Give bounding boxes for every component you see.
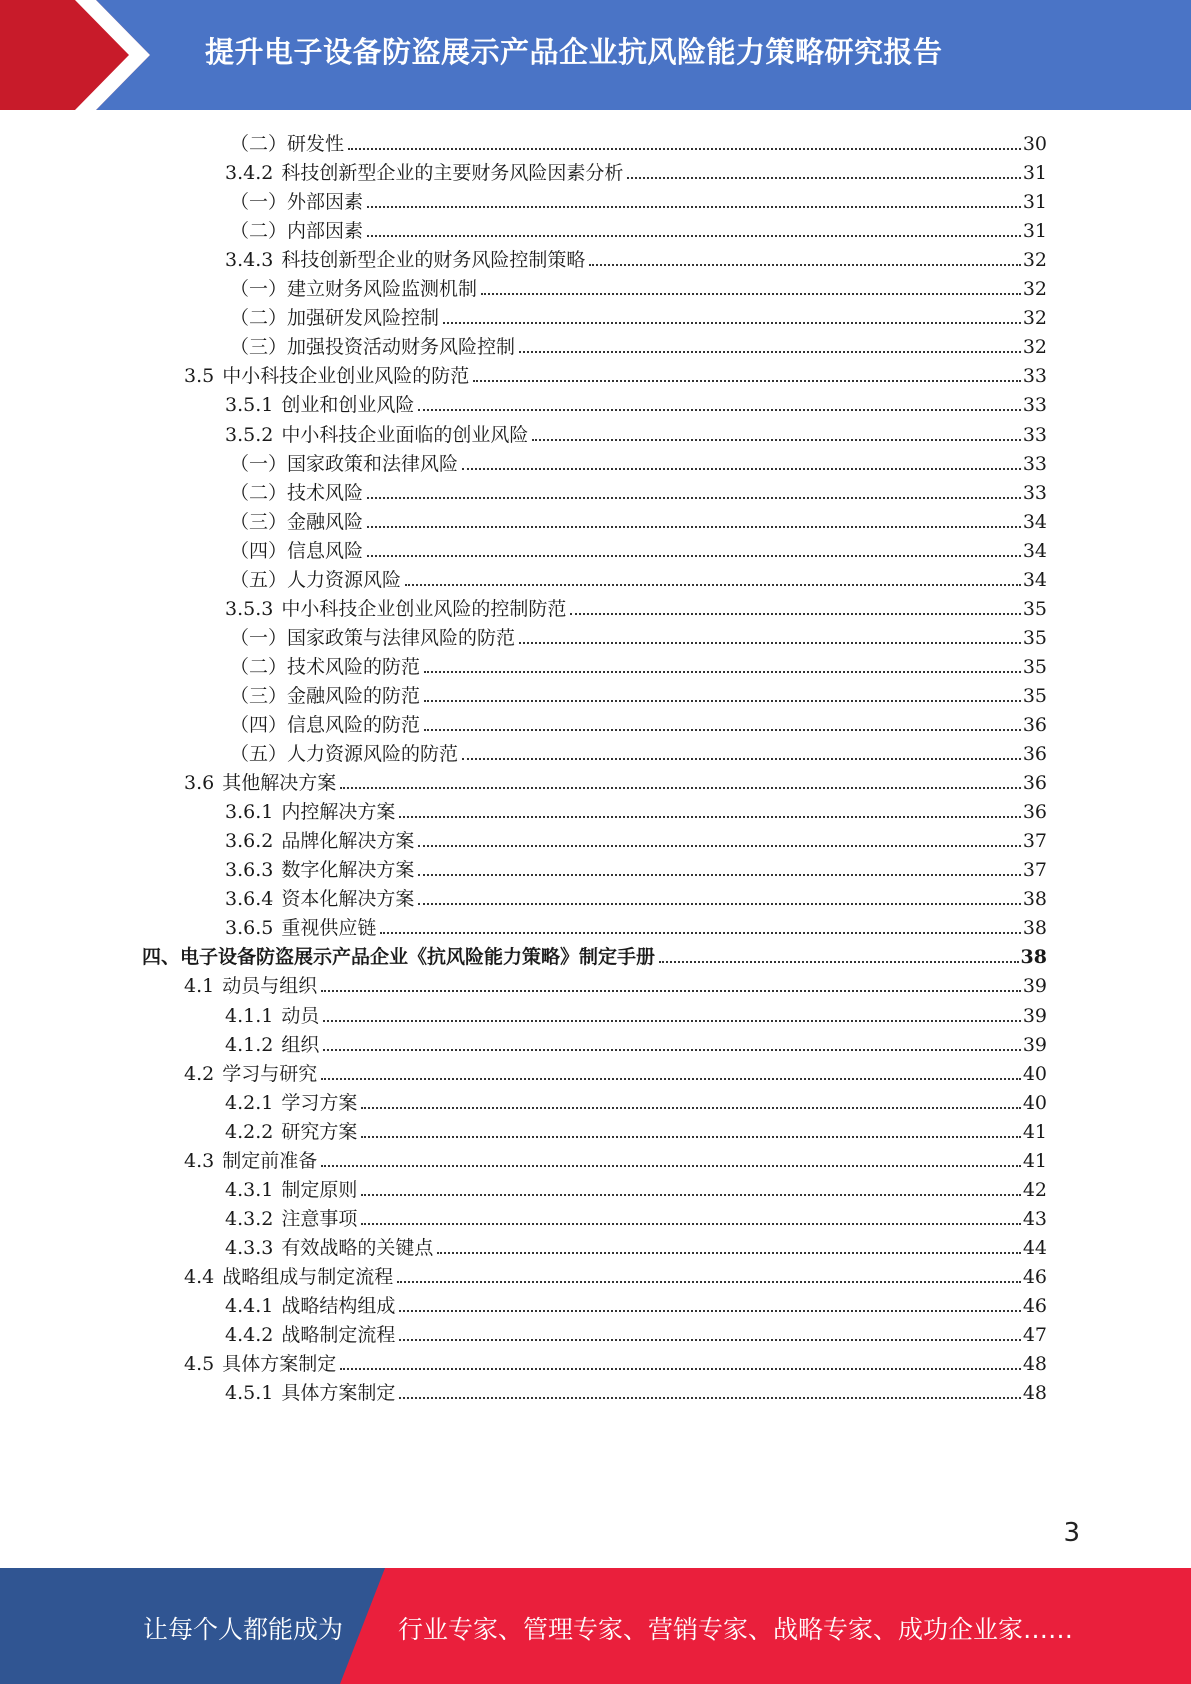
toc-entry-title: （三）加强投资活动财务风险控制 — [230, 336, 516, 359]
toc-entry-title: 四、电子设备防盗展示产品企业《抗风险能力策略》制定手册 — [142, 946, 656, 969]
toc-entry-number: 4.2.1 — [225, 1091, 274, 1114]
toc-entry-number: 4.5 — [184, 1353, 215, 1376]
toc-dot-leader — [519, 351, 1021, 353]
toc-dot-leader — [323, 1049, 1020, 1051]
footer-slogan-left: 让每个人都能成为 — [143, 1615, 344, 1644]
toc-dot-leader — [532, 439, 1020, 441]
toc-entry-page: 36 — [1022, 714, 1047, 736]
toc-dot-leader — [323, 1020, 1020, 1022]
toc-entry[interactable] — [0, 477, 1047, 505]
toc-entry-title: （三）金融风险 — [230, 510, 364, 533]
toc-entry[interactable] — [0, 1319, 1047, 1347]
toc-entry-title: 中小科技企业面临的创业风险 — [281, 423, 529, 446]
toc-entry-number: 4.3.2 — [225, 1207, 274, 1230]
toc-dot-leader — [340, 787, 1021, 789]
toc-entry[interactable] — [0, 535, 1047, 563]
toc-dot-leader — [659, 961, 1019, 963]
toc-entry-page: 36 — [1022, 801, 1047, 824]
toc-entry-number: 3.6.2 — [225, 830, 274, 853]
toc-entry-page: 46 — [1022, 1295, 1047, 1317]
toc-entry-number: 4.3.3 — [225, 1236, 274, 1259]
toc-entry-title: 科技创新型企业的财务风险控制策略 — [281, 249, 586, 272]
toc-entry-page: 38 — [1022, 917, 1047, 940]
toc-dot-leader — [627, 177, 1020, 179]
toc-dot-leader — [424, 700, 1021, 702]
toc-entry-page: 40 — [1022, 1091, 1047, 1114]
toc-entry-title: （四）信息风险 — [230, 539, 364, 562]
toc-entry-title: 战略结构组成 — [281, 1295, 396, 1317]
toc-entry-title: 组织 — [281, 1033, 320, 1056]
toc-entry-title: 创业和创业风险 — [281, 394, 415, 417]
toc-entry-title: 研究方案 — [281, 1120, 358, 1143]
toc-entry[interactable] — [0, 506, 1047, 534]
toc-entry[interactable] — [0, 622, 1047, 650]
toc-entry-number: 4.1 — [184, 975, 215, 998]
toc-entry-page: 31 — [1022, 220, 1047, 243]
toc-entry-title: 品牌化解决方案 — [281, 830, 415, 853]
toc-entry-page: 38 — [1022, 888, 1047, 911]
toc-entry-title: （二）内部因素 — [230, 220, 364, 243]
toc-dot-leader — [361, 1223, 1020, 1225]
toc-entry-number: 3.6.1 — [225, 801, 274, 824]
page-footer — [0, 1568, 1191, 1684]
toc-entry-title: （二）研发性 — [230, 133, 345, 155]
toc-entry-number: 3.6 — [184, 772, 215, 795]
toc-dot-leader — [462, 468, 1021, 470]
toc-entry-page: 33 — [1022, 394, 1047, 417]
toc-entry[interactable] — [0, 186, 1047, 214]
toc-entry[interactable] — [0, 1000, 1047, 1028]
toc-entry-title: 注意事项 — [281, 1207, 358, 1230]
toc-entry-number: 4.2 — [184, 1062, 215, 1085]
toc-entry-title: （五）人力资源风险的防范 — [230, 743, 459, 766]
toc-dot-leader — [321, 990, 1021, 992]
toc-entry[interactable] — [0, 360, 1047, 388]
toc-dot-leader — [321, 1165, 1021, 1167]
toc-dot-leader — [418, 845, 1020, 847]
toc-entry-number: 4.4.2 — [225, 1324, 274, 1347]
toc-entry-page: 33 — [1022, 365, 1047, 388]
toc-entry-number: 4.2.2 — [225, 1120, 274, 1143]
toc-entry-page: 35 — [1022, 626, 1047, 649]
toc-entry-title: 战略制定流程 — [281, 1324, 396, 1347]
toc-entry-page: 32 — [1022, 336, 1047, 359]
toc-entry-page: 41 — [1022, 1149, 1047, 1172]
toc-entry-title: （一）建立财务风险监测机制 — [230, 278, 478, 301]
toc-entry-number: 4.1.1 — [225, 1004, 274, 1027]
toc-dot-leader — [424, 729, 1021, 731]
toc-entry-title: 动员与组织 — [222, 975, 318, 998]
toc-dot-leader — [367, 235, 1021, 237]
toc-entry[interactable] — [0, 970, 1047, 998]
toc-entry[interactable] — [0, 709, 1047, 737]
toc-entry[interactable] — [0, 448, 1047, 476]
page-header — [0, 0, 1191, 110]
page-number: 3 — [1063, 1518, 1080, 1548]
toc-entry-page: 32 — [1022, 307, 1047, 330]
toc-entry[interactable] — [0, 1203, 1047, 1231]
toc-dot-leader — [418, 874, 1020, 876]
toc-entry-title: （一）国家政策与法律风险的防范 — [230, 626, 516, 649]
toc-entry-number: 4.3 — [184, 1149, 215, 1172]
toc-entry-page: 46 — [1022, 1265, 1047, 1288]
toc-entry-page: 33 — [1022, 481, 1047, 504]
toc-entry-number: 4.1.2 — [225, 1033, 274, 1056]
toc-dot-leader — [418, 409, 1020, 411]
toc-entry[interactable] — [0, 244, 1047, 272]
toc-entry[interactable] — [0, 215, 1047, 243]
toc-entry-page: 30 — [1022, 133, 1047, 155]
toc-entry-page: 37 — [1022, 830, 1047, 853]
toc-entry[interactable] — [0, 912, 1047, 940]
toc-entry-number: 3.4.3 — [225, 249, 274, 272]
toc-entry-page: 38 — [1020, 946, 1047, 969]
toc-entry-page: 32 — [1022, 249, 1047, 272]
toc-entry-title: 有效战略的关键点 — [281, 1236, 434, 1259]
toc-entry-number: 4.5.1 — [225, 1382, 274, 1405]
toc-dot-leader — [367, 497, 1021, 499]
toc-entry[interactable] — [0, 1087, 1047, 1115]
toc-entry[interactable] — [0, 1377, 1047, 1405]
toc-entry[interactable] — [0, 593, 1047, 621]
toc-dot-leader — [348, 148, 1021, 150]
toc-entry[interactable] — [0, 883, 1047, 911]
toc-dot-leader — [367, 555, 1021, 557]
toc-dot-leader — [367, 206, 1021, 208]
toc-entry-title: 重视供应链 — [281, 917, 377, 940]
toc-entry-title: 中小科技企业创业风险的控制防范 — [281, 597, 567, 620]
toc-entry[interactable] — [0, 767, 1047, 795]
toc-entry-page: 32 — [1022, 278, 1047, 301]
toc-entry-number: 4.4.1 — [225, 1295, 274, 1317]
toc-entry-page: 41 — [1022, 1120, 1047, 1143]
toc-entry[interactable] — [0, 1290, 1047, 1318]
toc-entry-number: 3.5.1 — [225, 394, 274, 417]
toc-entry[interactable] — [0, 1058, 1047, 1086]
toc-dot-leader — [462, 758, 1021, 760]
toc-entry-page: 35 — [1022, 684, 1047, 707]
toc-entry-title: （五）人力资源风险 — [230, 568, 402, 591]
toc-entry-number: 4.4 — [184, 1265, 215, 1288]
toc-entry-title: 内控解决方案 — [281, 801, 396, 824]
toc-entry-page: 34 — [1022, 568, 1047, 591]
toc-entry[interactable] — [0, 1261, 1047, 1289]
toc-entry-page: 40 — [1022, 1062, 1047, 1085]
toc-entry[interactable] — [0, 941, 1047, 969]
toc-entry-page: 36 — [1022, 743, 1047, 766]
toc-dot-leader — [399, 1397, 1020, 1399]
toc-entry[interactable] — [0, 128, 1047, 156]
toc-entry-number: 4.3.1 — [225, 1178, 274, 1201]
toc-entry-title: （一）国家政策和法律风险 — [230, 452, 459, 475]
toc-entry-title: 具体方案制定 — [222, 1353, 337, 1376]
toc-entry[interactable] — [0, 738, 1047, 766]
toc-entry-page: 34 — [1022, 510, 1047, 533]
toc-dot-leader — [473, 380, 1021, 382]
toc-dot-leader — [481, 293, 1021, 295]
toc-dot-leader — [405, 584, 1021, 586]
toc-entry[interactable] — [0, 796, 1047, 824]
toc-entry[interactable] — [0, 302, 1047, 330]
toc-entry[interactable] — [0, 419, 1047, 447]
toc-entry-page: 47 — [1022, 1324, 1047, 1347]
toc-entry-page: 48 — [1022, 1353, 1047, 1376]
toc-entry-title: 制定原则 — [281, 1178, 358, 1201]
toc-dot-leader — [399, 1339, 1020, 1341]
toc-entry-title: 学习方案 — [281, 1091, 358, 1114]
toc-entry-number: 3.6.5 — [225, 917, 274, 940]
toc-entry-title: （一）外部因素 — [230, 191, 364, 214]
toc-entry-title: 数字化解决方案 — [281, 859, 415, 882]
toc-entry[interactable] — [0, 651, 1047, 679]
toc-entry[interactable] — [0, 1232, 1047, 1260]
toc-entry[interactable] — [0, 825, 1047, 853]
toc-dot-leader — [340, 1368, 1021, 1370]
toc-entry[interactable] — [0, 1174, 1047, 1202]
toc-entry-title: 动员 — [281, 1004, 320, 1027]
toc-entry[interactable] — [0, 1145, 1047, 1173]
toc-entry[interactable] — [0, 157, 1047, 185]
toc-entry[interactable] — [0, 273, 1047, 301]
toc-dot-leader — [397, 1281, 1021, 1283]
toc-entry-page: 33 — [1022, 452, 1047, 475]
toc-entry[interactable] — [0, 331, 1047, 359]
toc-entry-page: 39 — [1022, 1033, 1047, 1056]
toc-entry-number: 3.5.2 — [225, 423, 274, 446]
toc-entry-page: 39 — [1022, 1004, 1047, 1027]
toc-dot-leader — [399, 816, 1020, 818]
toc-entry-page: 37 — [1022, 859, 1047, 882]
toc-dot-leader — [418, 903, 1020, 905]
toc-entry-title: 其他解决方案 — [222, 772, 337, 795]
toc-entry-page: 42 — [1022, 1178, 1047, 1201]
toc-dot-leader — [443, 322, 1021, 324]
toc-entry[interactable] — [0, 680, 1047, 708]
toc-entry[interactable] — [0, 564, 1047, 592]
toc-dot-leader — [321, 1078, 1021, 1080]
toc-entry-number: 3.6.3 — [225, 859, 274, 882]
toc-entry[interactable] — [0, 854, 1047, 882]
toc-dot-leader — [361, 1107, 1020, 1109]
toc-entry-title: 具体方案制定 — [281, 1382, 396, 1405]
toc-entry-page: 35 — [1022, 655, 1047, 678]
toc-entry-title: （三）金融风险的防范 — [230, 684, 421, 707]
toc-entry-page: 33 — [1022, 423, 1047, 446]
toc-entry-page: 44 — [1022, 1236, 1047, 1259]
toc-entry-page: 48 — [1022, 1382, 1047, 1405]
toc-entry-page: 34 — [1022, 539, 1047, 562]
footer-slogan-right: 行业专家、管理专家、营销专家、战略专家、成功企业家…… — [398, 1615, 1074, 1644]
toc-entry[interactable] — [0, 1116, 1047, 1144]
toc-entry-page: 39 — [1022, 975, 1047, 998]
toc-entry-title: 资本化解决方案 — [281, 888, 415, 911]
toc-entry-number: 3.6.4 — [225, 888, 274, 911]
toc-entry[interactable] — [0, 1029, 1047, 1057]
toc-entry-title: （四）信息风险的防范 — [230, 714, 421, 736]
toc-entry-title: 战略组成与制定流程 — [222, 1265, 394, 1288]
toc-dot-leader — [589, 264, 1020, 266]
toc-dot-leader — [437, 1252, 1020, 1254]
toc-entry-page: 31 — [1022, 191, 1047, 214]
toc-entry-number: 3.4.2 — [225, 162, 274, 185]
header-red-chevron — [0, 0, 150, 110]
toc-entry-title: 科技创新型企业的主要财务风险因素分析 — [281, 162, 624, 185]
toc-dot-leader — [361, 1194, 1020, 1196]
toc-entry-title: （二）技术风险的防范 — [230, 655, 421, 678]
toc-dot-leader — [424, 671, 1021, 673]
toc-entry-number: 3.5.3 — [225, 597, 274, 620]
toc-entry-title: 制定前准备 — [222, 1149, 318, 1172]
toc-entry-page: 31 — [1022, 162, 1047, 185]
report-title: 提升电子设备防盗展示产品企业抗风险能力策略研究报告 — [205, 35, 943, 69]
toc-dot-leader — [367, 526, 1021, 528]
toc-dot-leader — [570, 613, 1020, 615]
toc-entry-title: （二）技术风险 — [230, 481, 364, 504]
toc-entry-page: 43 — [1022, 1207, 1047, 1230]
toc-entry-number: 3.5 — [184, 365, 215, 388]
toc-entry-title: （二）加强研发风险控制 — [230, 307, 440, 330]
toc-dot-leader — [399, 1310, 1020, 1312]
toc-entry-title: 学习与研究 — [222, 1062, 318, 1085]
toc-entry-page: 36 — [1022, 772, 1047, 795]
toc-entry-title: 中小科技企业创业风险的防范 — [222, 365, 470, 388]
toc-entry[interactable] — [0, 1348, 1047, 1376]
toc-dot-leader — [519, 642, 1021, 644]
toc-entry-page: 35 — [1022, 597, 1047, 620]
toc-dot-leader — [361, 1136, 1020, 1138]
toc-dot-leader — [380, 932, 1020, 934]
toc-entry[interactable] — [0, 389, 1047, 417]
